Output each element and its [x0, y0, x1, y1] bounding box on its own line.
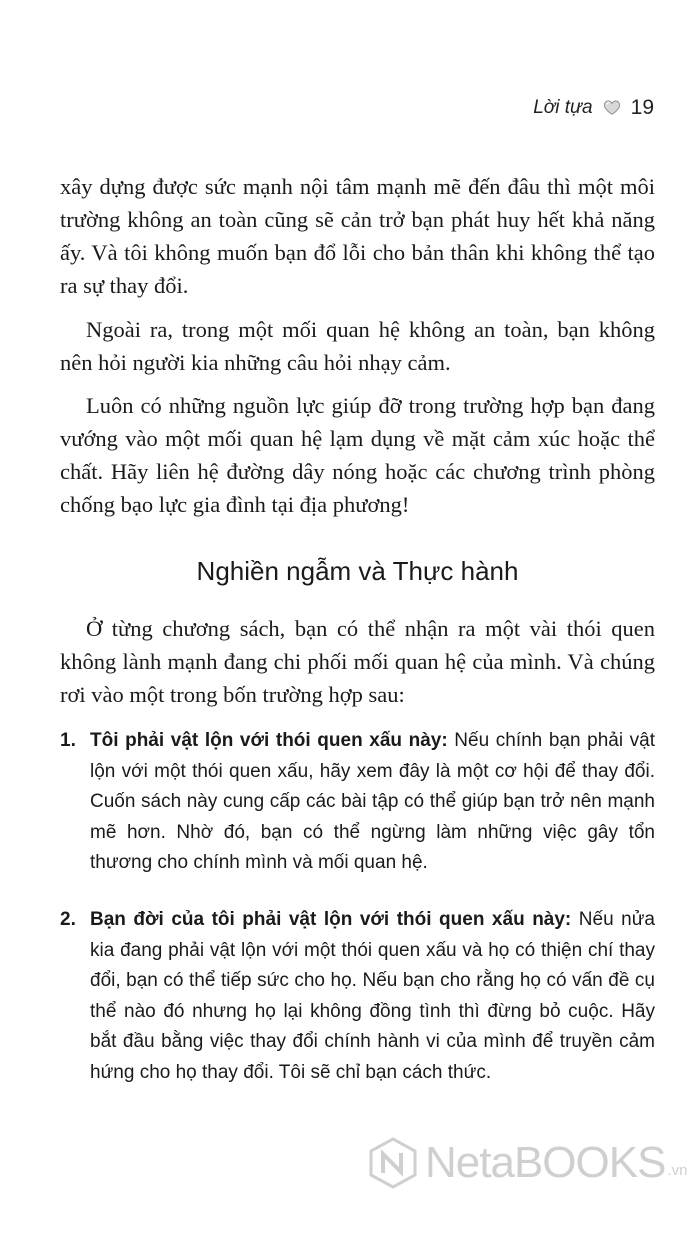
running-header	[533, 96, 654, 120]
watermark-tld: .vn	[667, 1162, 688, 1179]
page-number: 19	[630, 96, 654, 119]
intro-paragraph: Ở từng chương sách, bạn có thể nhận ra một vài thói quen không lành mạnh đang chi phối mối quan hệ của mình. Và chúng rơi vào một trong bốn trường hợp sau:	[60, 616, 655, 707]
watermark	[367, 1137, 687, 1189]
watermark-brand: NetaBOOKS	[425, 1138, 666, 1187]
list-number: 2.	[60, 909, 76, 930]
list-text: Nếu chính bạn phải vật lộn với một thói quen xấu, hãy xem đây là một cơ hội để thay đổi. Cuốn sách này cung cấp các bài tập có thể giúp bạn trở nên mạnh mẽ hơn. Nhờ đó, bạn có thể ngừng làm những việc gây tổn thương cho chính mình và mối quan hệ.	[90, 730, 656, 873]
list-body	[90, 726, 655, 879]
paragraph-continued: xây dựng được sức mạnh nội tâm mạnh mẽ đến đâu thì một môi trường không an toàn cũng sẽ cản trở bạn phát huy hết khả năng ấy. Và tôi không muốn bạn đổ lỗi cho bản thân khi không thể tạo ra sự thay đổi.	[60, 174, 655, 298]
list-lead: Bạn đời của tôi phải vật lộn với thói quen xấu này:	[90, 909, 572, 930]
list-body	[90, 905, 655, 1088]
netabooks-logo-icon	[367, 1137, 419, 1189]
list-item	[60, 726, 655, 879]
section-heading: Nghiền ngẫm và Thực hành	[196, 556, 519, 586]
list-text: Nếu nửa kia đang phải vật lộn với một thói quen xấu và họ có thiện chí thay đổi, bạn có thể tiếp sức cho họ. Nếu bạn cho rằng họ có vấn đề cụ thể nào đó nhưng họ lại không đồng tình thì đừng bỏ cuộc. Hãy bắt đầu bằng việc thay đổi chính hành vi của mình để truyền cảm hứng cho họ thay đổi. Tôi sẽ chỉ bạn cách thức.	[90, 909, 655, 1083]
list-lead: Tôi phải vật lộn với thói quen xấu này:	[90, 730, 448, 751]
section-title: Lời tựa	[533, 97, 593, 118]
paragraph-unsafe-relationship: Ngoài ra, trong một mối quan hệ không an toàn, bạn không nên hỏi người kia những câu hỏi nhạy cảm.	[60, 317, 655, 375]
heart-icon	[603, 99, 621, 117]
list-number: 1.	[60, 730, 76, 751]
list-item	[60, 905, 655, 1088]
paragraph-resources: Luôn có những nguồn lực giúp đỡ trong trường hợp bạn đang vướng vào một mối quan hệ lạm dụng về mặt cảm xúc hoặc thể chất. Hãy liên hệ đường dây nóng hoặc các chương trình phòng chống bạo lực gia đình tại địa phương!	[60, 393, 655, 517]
